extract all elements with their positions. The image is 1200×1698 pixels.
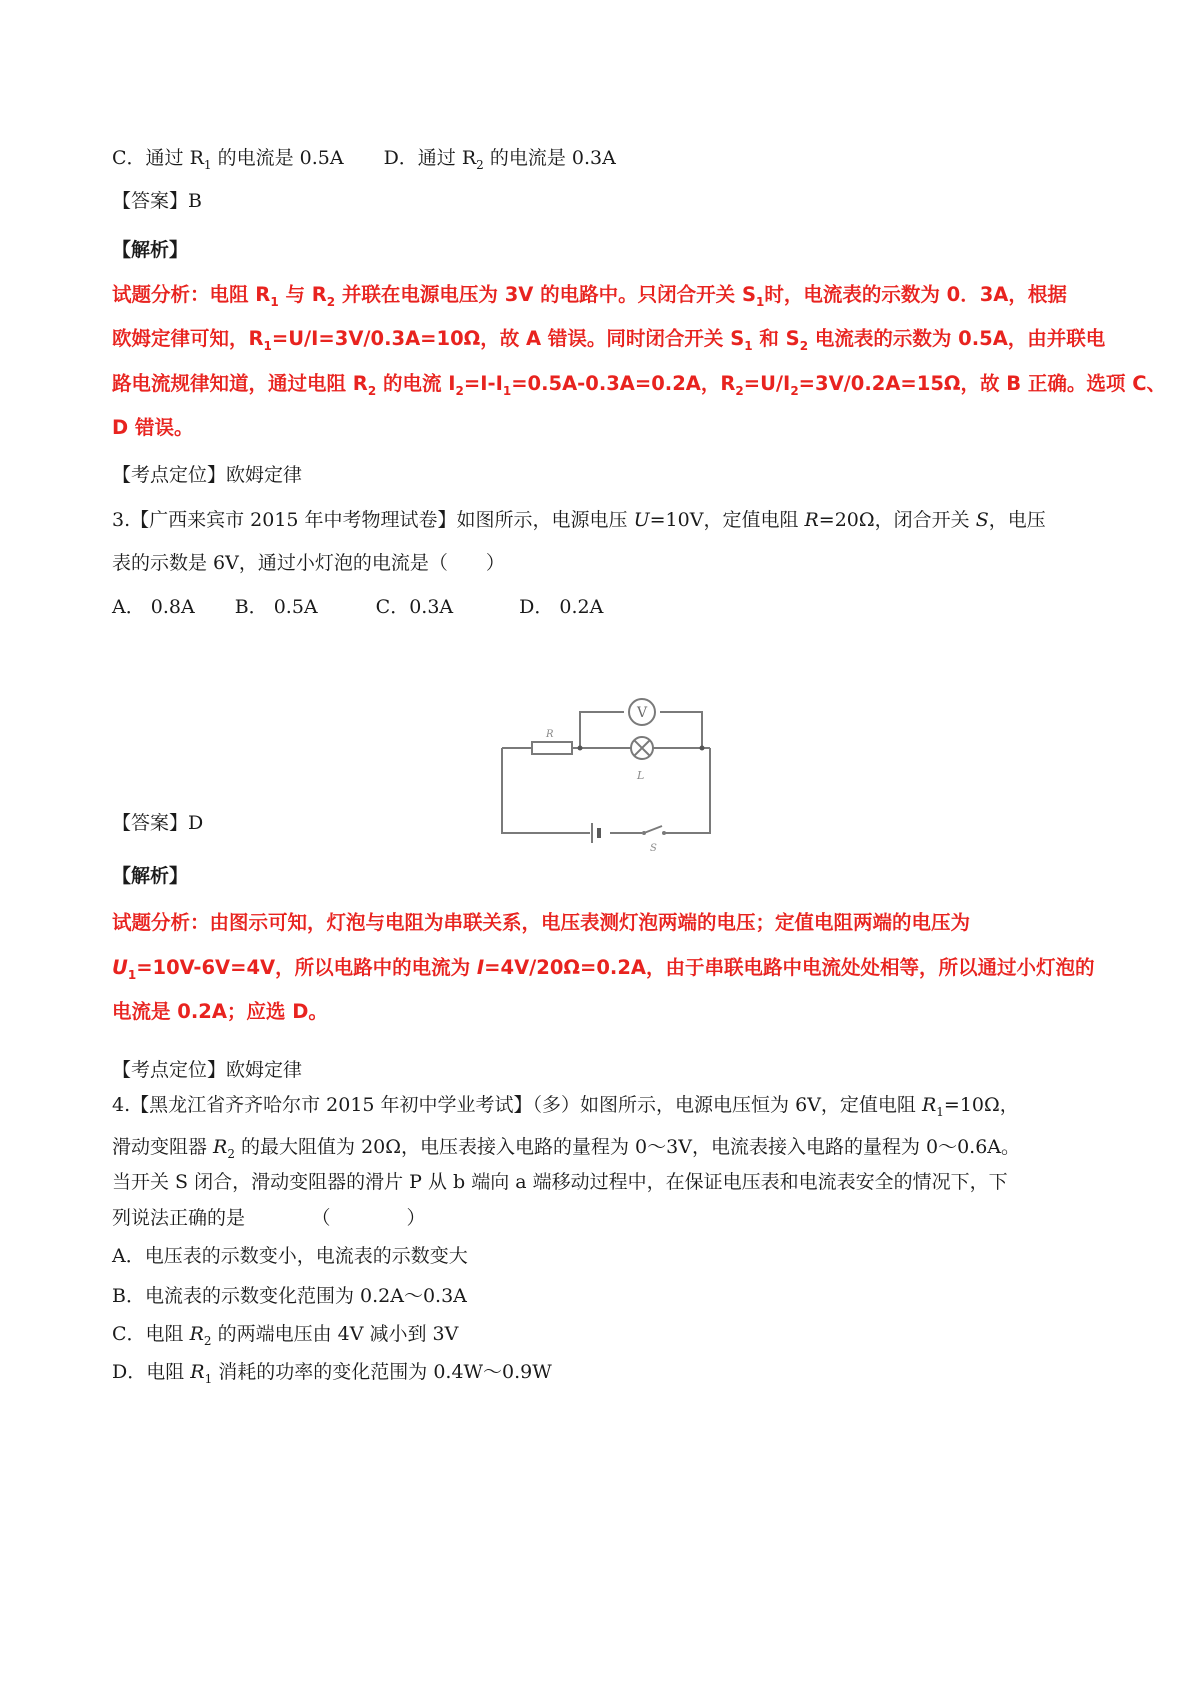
q4-option-d: D．电阻 $R_1$ 消耗的功率的变化范围为 0.4W～0.9W (112, 1361, 552, 1386)
q2-analysis-line-1: 试题分析：电阻 $R_1$ 与 $R_2$ 并联在电源电压为 3V 的电路中。只闭合开关 $S_1$时，电流表的示数为 0．3A，根据 (112, 283, 1067, 309)
q3-option-a: A． 0.8A (112, 596, 195, 618)
resistor-symbol (532, 742, 572, 754)
q3-option-d: D． 0.2A (519, 596, 604, 618)
q2-analysis-line-2: 欧姆定律可知，$R_1=U/I=3V/0.3A=10\Omega$，故 A 错误。同时闭合开关 $S_1$ 和 $S_2$ 电流表的示数为 0.5A，由并联电 (112, 327, 1106, 353)
q3-options (112, 595, 1102, 619)
q4-option-b: B．电流表的示数变化范围为 0.2A～0.3A (112, 1285, 467, 1307)
q4-stem-line-3: 当开关 S 闭合，滑动变阻器的滑片 P 从 b 端向 a 端移动过程中，在保证电压表和电流表安全的情况下，下 (112, 1171, 1008, 1193)
q2-analysis-line-4: D 错误。 (112, 416, 194, 439)
q2-answer: 【答案】B (112, 190, 202, 212)
q3-stem-line-1: 3.【广西来宾市 2015 年中考物理试卷】如图所示，电源电压 U=10V，定值电阻 R=20Ω，闭合开关 S，电压 (112, 509, 1046, 531)
voltmeter-label: V (637, 705, 648, 721)
q3-analysis-line-3: 电流是 0.2A；应选 D。 (112, 1000, 328, 1023)
q2-kaodian: 【考点定位】欧姆定律 (112, 464, 303, 486)
q3-option-c: C．0.3A (375, 596, 454, 618)
q2-option-d: D．通过 $R_2$ 的电流是 0.3A (383, 147, 616, 172)
q4-stem-line-1: 4.【黑龙江省齐齐哈尔市 2015 年初中学业考试】（多）如图所示，电源电压恒为 6V，定值电阻 $R_1=10\Omega$， (112, 1094, 1019, 1119)
q3-stem-line-2: 表的示数是 6V，通过小灯泡的电流是（ ） (112, 552, 505, 574)
q2-analysis-heading: 【解析】 (112, 239, 189, 261)
q3-option-b: B． 0.5A (234, 596, 318, 618)
q2-options-cd (112, 146, 1102, 170)
q3-analysis-line-2: $U_1=10V-6V=4V$，所以电路中的电流为 I=4V/20Ω=0.2A，由于串联电路中电流处处相等，所以通过小灯泡的 (112, 956, 1095, 982)
q4-stem-line-2: 滑动变阻器 $R_2$ 的最大阻值为 20Ω，电压表接入电路的量程为 0～3V，电流表接入电路的量程为 0～0.6A。 (112, 1136, 1021, 1161)
q2-option-c: C．通过 $R_1$ 的电流是 0.5A (112, 147, 344, 172)
lamp-label: L (637, 769, 645, 782)
q4-option-a: A．电压表的示数变小，电流表的示数变大 (112, 1245, 468, 1267)
q3-kaodian: 【考点定位】欧姆定律 (112, 1059, 303, 1081)
resistor-label: R (546, 729, 554, 740)
q4-stem-line-4: 列说法正确的是 （ ） (112, 1207, 426, 1229)
switch-label: S (650, 843, 657, 854)
q2-analysis-line-3: 路电流规律知道，通过电阻 $R_2$ 的电流 $I_2=I-I_1=0.5A-0.3A=0.2A$，$R_2=U/I_2=3V/0.2A=15\Omega$，故 B 正确。选项 C、 (112, 372, 1167, 398)
q3-analysis-heading: 【解析】 (112, 865, 189, 887)
q3-analysis-line-1: 试题分析：由图示可知，灯泡与电阻为串联关系，电压表测灯泡两端的电压；定值电阻两端的电压为 (112, 911, 971, 934)
q4-option-c: C．电阻 $R_2$ 的两端电压由 4V 减小到 3V (112, 1323, 459, 1348)
q3-answer: 【答案】D (112, 812, 204, 834)
